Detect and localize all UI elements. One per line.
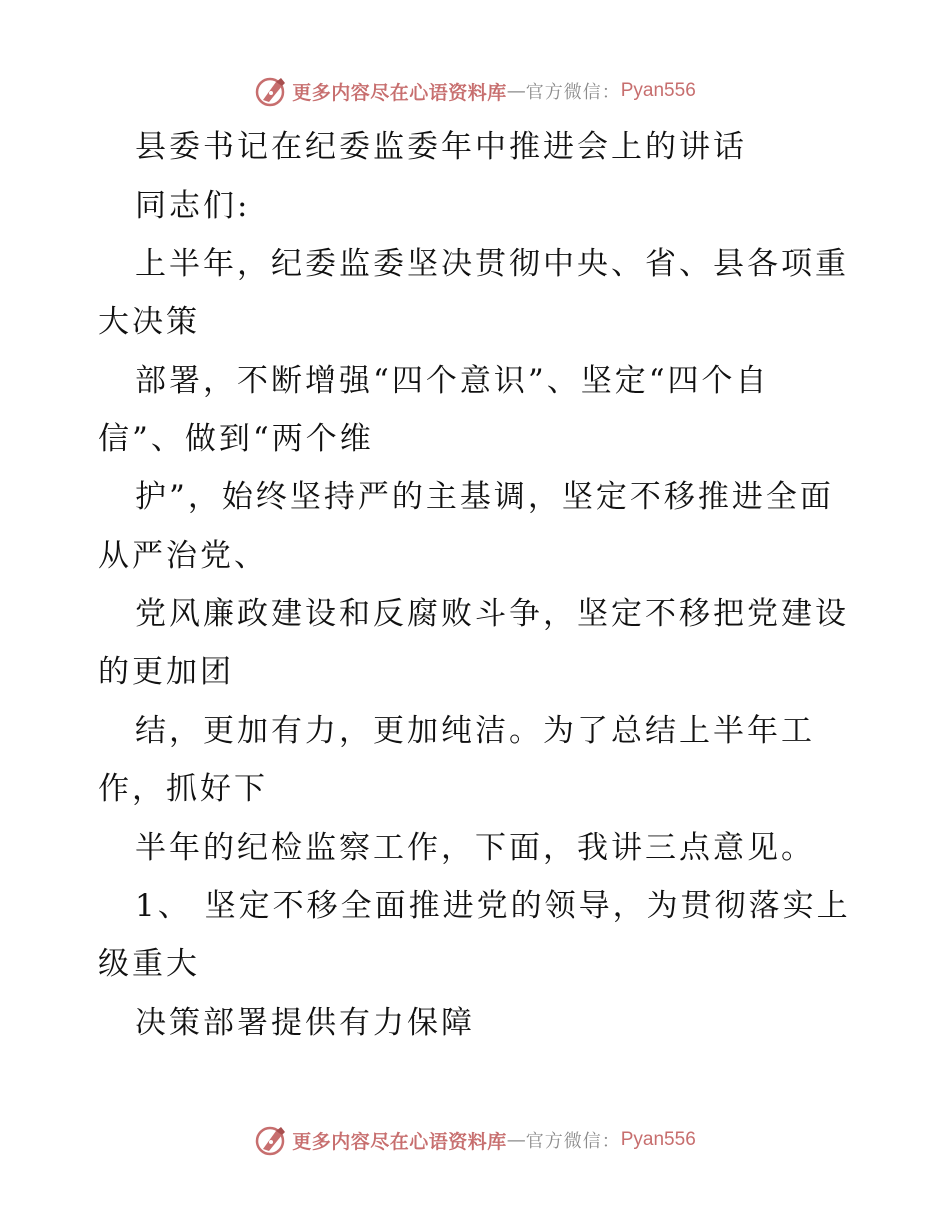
section-heading-line: 1、 坚定不移全面推进党的领导，为贯彻落实上 — [135, 888, 851, 924]
banner-wechat-label: 官方微信： — [525, 82, 621, 103]
paragraph-line: 大决策 — [98, 304, 200, 340]
greeting: 同志们: — [135, 188, 251, 224]
paragraph-line: 作，抓好下 — [98, 771, 268, 807]
paragraph-line: 从严治党、 — [98, 538, 268, 574]
paragraph-line: 部署，不断增强“四个意识”、坚定“四个自 — [135, 363, 770, 399]
banner-wechat-id: Pyan556 — [620, 1129, 696, 1150]
section-heading-line: 决策部署提供有力保障 — [135, 1005, 475, 1041]
paragraph-line: 结，更加有力，更加纯洁。为了总结上半年工 — [135, 713, 815, 749]
banner-text: 更多内容尽在心语资料库 — [292, 81, 507, 104]
paragraph-line: 半年的纪检监察工作，下面，我讲三点意见。 — [135, 830, 815, 866]
banner-wechat-label: 官方微信： — [525, 1131, 621, 1152]
banner-text: 更多内容尽在心语资料库 — [292, 1130, 507, 1153]
paragraph-line: 上半年，纪委监委坚决贯彻中央、省、县各项重 — [135, 246, 849, 282]
document-title: 县委书记在纪委监委年中推进会上的讲话 — [135, 129, 747, 165]
paragraph-line: 党风廉政建设和反腐败斗争，坚定不移把党建设 — [135, 596, 849, 632]
banner-wechat-id: Pyan556 — [620, 80, 696, 101]
section-heading-line: 级重大 — [98, 946, 200, 982]
paragraph-line: 的更加团 — [98, 654, 234, 690]
paragraph-line: 信”、做到“两个维 — [98, 421, 374, 457]
banner-separator: — — [506, 1129, 526, 1151]
footer-banner — [0, 1120, 950, 1160]
pen-nib-logo-icon — [254, 1123, 288, 1157]
banner-separator: — — [506, 80, 526, 102]
paragraph-line: 护”，始终坚持严的主基调，坚定不移推进全面 — [135, 479, 834, 515]
